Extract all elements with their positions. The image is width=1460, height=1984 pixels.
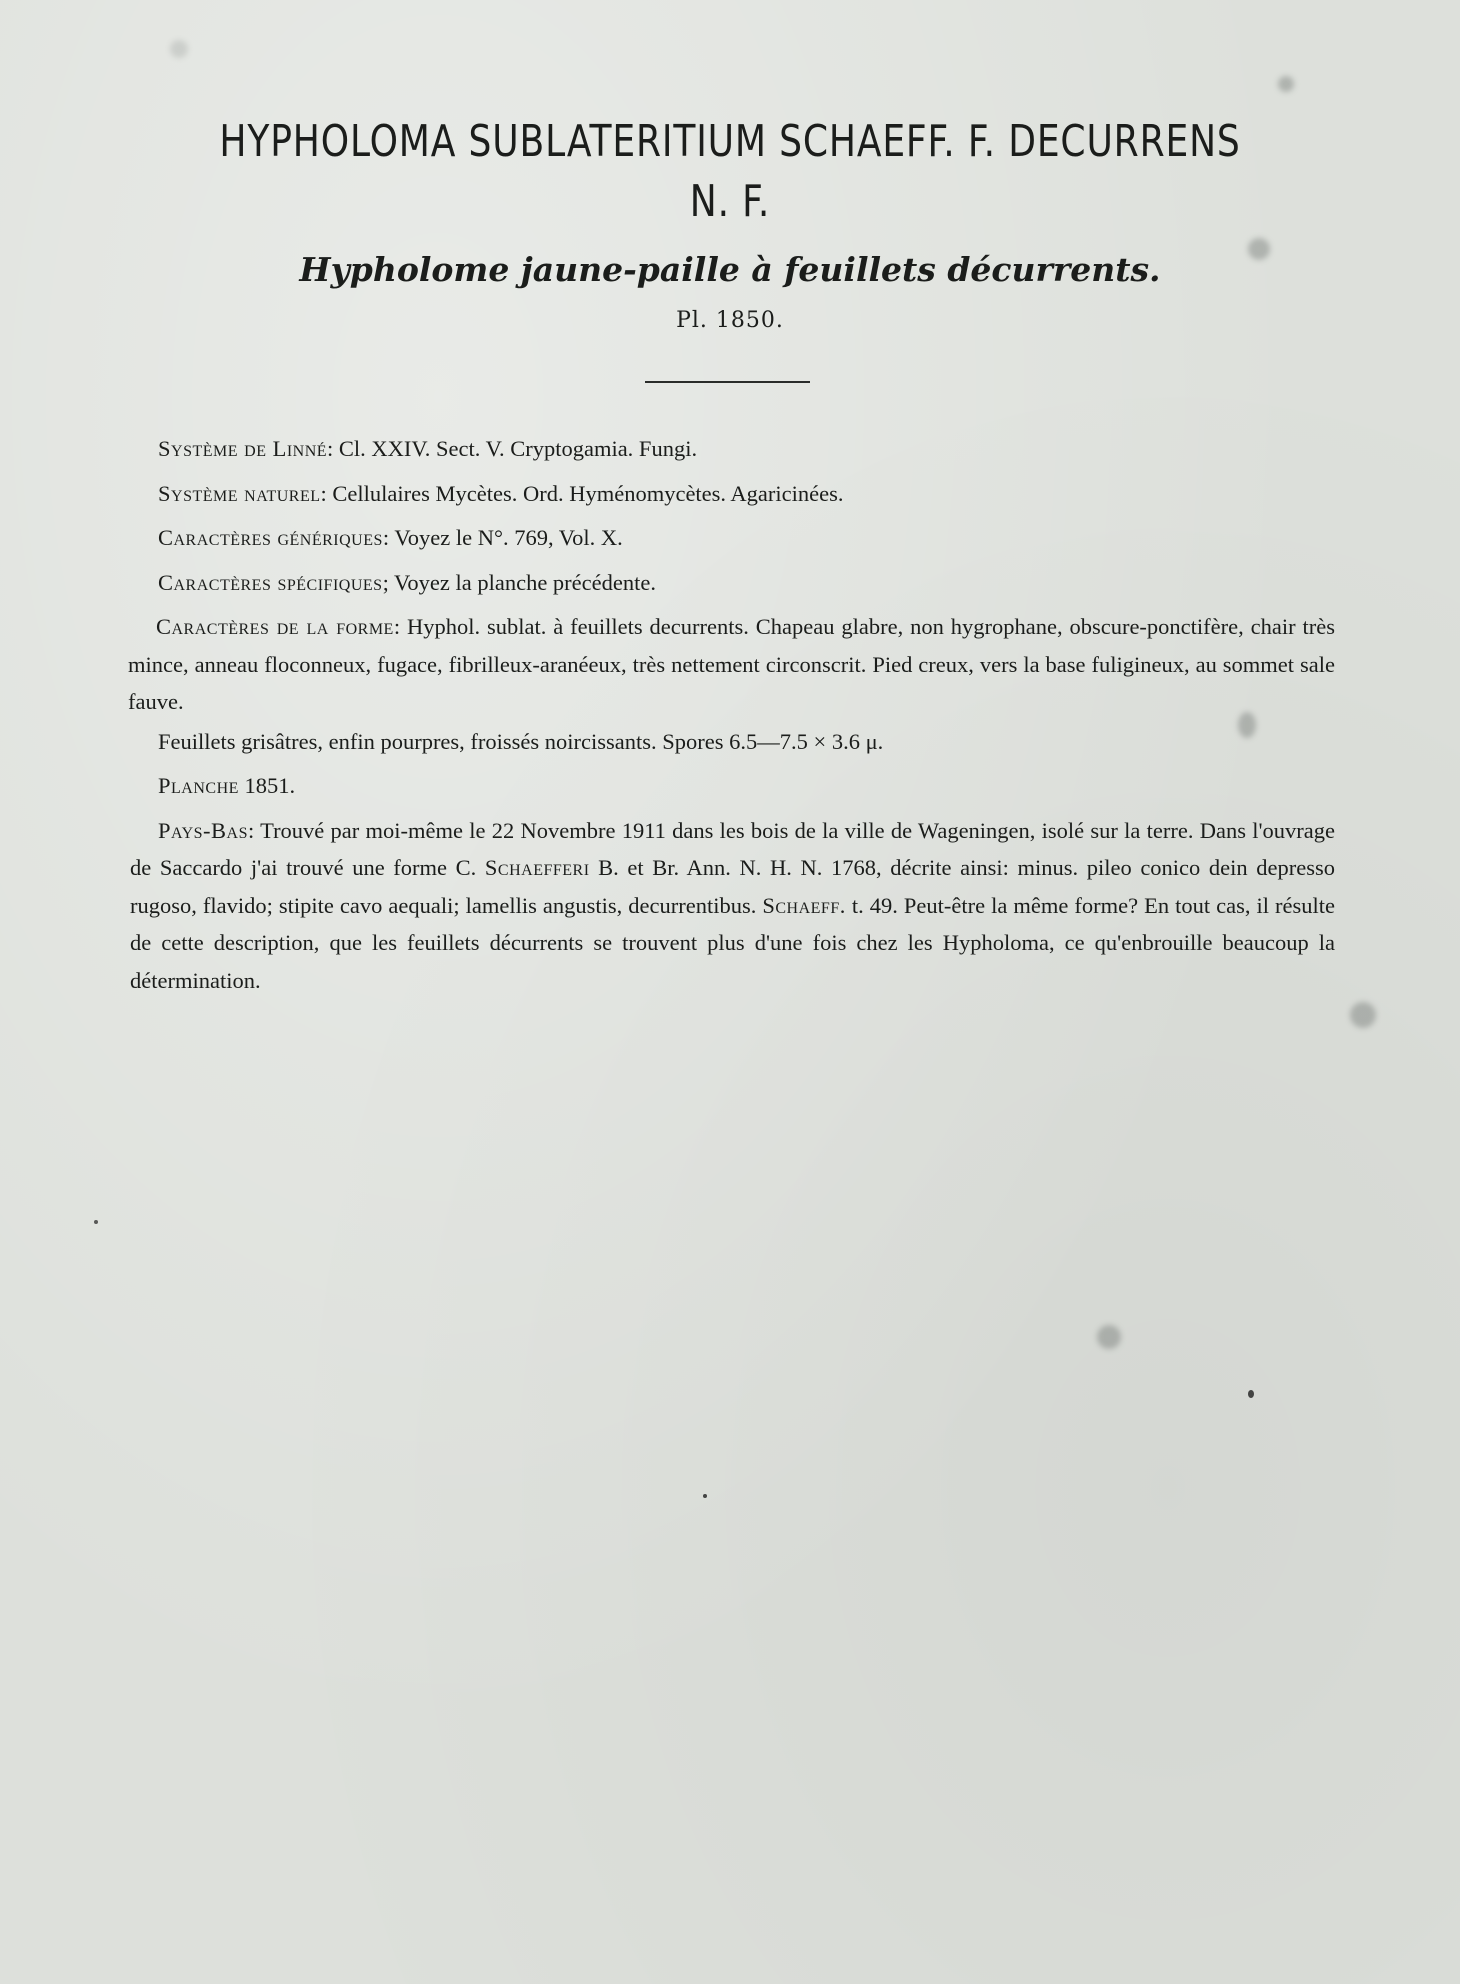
- paper-spot: [703, 1494, 707, 1498]
- text-pays-bas-b: B. et Br. Ann. N. H. N. 1768, décrite ainsi: minus. pileo conico dein depresso rugoso, flavido; stipite cavo aequali; lamellis angustis, decurrentibus.: [130, 855, 1335, 918]
- label-pays-bas: Pays-Bas: [158, 817, 249, 843]
- label-naturel: Système naturel: [158, 480, 321, 506]
- paragraph-naturel: [130, 475, 1335, 513]
- text-pays-bas-c: t. 49. Peut-être la même forme? En tout cas, il résulte de cette description, que les feuillets décurrents se trouvent plus d'une fois chez les Hypholoma, ce qu'enbrouille beaucoup la détermination.: [130, 892, 1335, 993]
- label-linne: Système de Linné: [158, 436, 328, 461]
- title-line-1: HYPHOLOMA SUBLATERITIUM SCHAEFF. F. DECURRENS: [219, 116, 1241, 167]
- paper-spot: [170, 40, 188, 58]
- paragraph-planche: [130, 767, 1335, 805]
- paper-spot: [1097, 1325, 1121, 1349]
- name-schaeff: Schaeff.: [762, 892, 846, 918]
- text-specifiques: ; Voyez la planche précédente.: [382, 569, 656, 595]
- text-feuillets: Feuillets grisâtres, enfin pourpres, froissés noircissants. Spores 6.5—7.5 × 3.6 μ.: [158, 728, 884, 754]
- paragraph-feuillets: [130, 723, 1335, 761]
- paragraph-specifiques: [130, 564, 1335, 602]
- label-planche: Planche: [158, 773, 239, 798]
- paper-spot: [1248, 1390, 1254, 1398]
- plate-number: Pl. 1850.: [676, 308, 784, 333]
- text-forme: : Hyphol. sublat. à feuillets decurrents. Chapeau glabre, non hygrophane, obscure-ponctifère, chair très mince, anneau floconneux, fugace, fibrilleux-aranéeux, très nettement circonscrit. Pied creux, vers la base fuligineux, au sommet sale fauve.: [128, 614, 1335, 714]
- page-title: [131, 112, 1328, 232]
- text-generiques: : Voyez le N°. 769, Vol. X.: [382, 525, 623, 550]
- paragraph-generiques: [130, 519, 1335, 557]
- label-forme: Caractères de la forme: [156, 614, 394, 639]
- text-planche: 1851.: [238, 773, 296, 798]
- paragraph-linne: [130, 430, 1335, 468]
- name-schaefferi: Schaefferi: [484, 855, 590, 880]
- label-specifiques: Caractères spécifiques: [158, 569, 383, 595]
- paper-spot: [1350, 1002, 1376, 1028]
- paper-spot: [94, 1220, 98, 1224]
- subtitle: Hypholome jaune-paille à feuillets décurrents.: [299, 250, 1161, 289]
- paragraph-pays-bas: [130, 812, 1335, 1000]
- text-naturel: : Cellulaires Mycètes. Ord. Hyménomycètes. Agaricinées.: [320, 480, 844, 506]
- label-generiques: Caractères génériques: [158, 525, 383, 550]
- title-line-2: N. F.: [689, 176, 771, 227]
- text-linne: : Cl. XXIV. Sect. V. Cryptogamia. Fungi.: [327, 436, 698, 461]
- paper-spot: [1278, 76, 1294, 92]
- description-body: [130, 430, 1335, 1006]
- divider-rule: [645, 381, 810, 383]
- paragraph-forme: [128, 608, 1335, 721]
- text-pays-bas-a: : Trouvé par moi-même le 22 Novembre 1911 dans les bois de la ville de Wageningen, isolé sur la terre. Dans l'ouvrage de Saccardo j'ai trouvé une forme C.: [130, 817, 1335, 880]
